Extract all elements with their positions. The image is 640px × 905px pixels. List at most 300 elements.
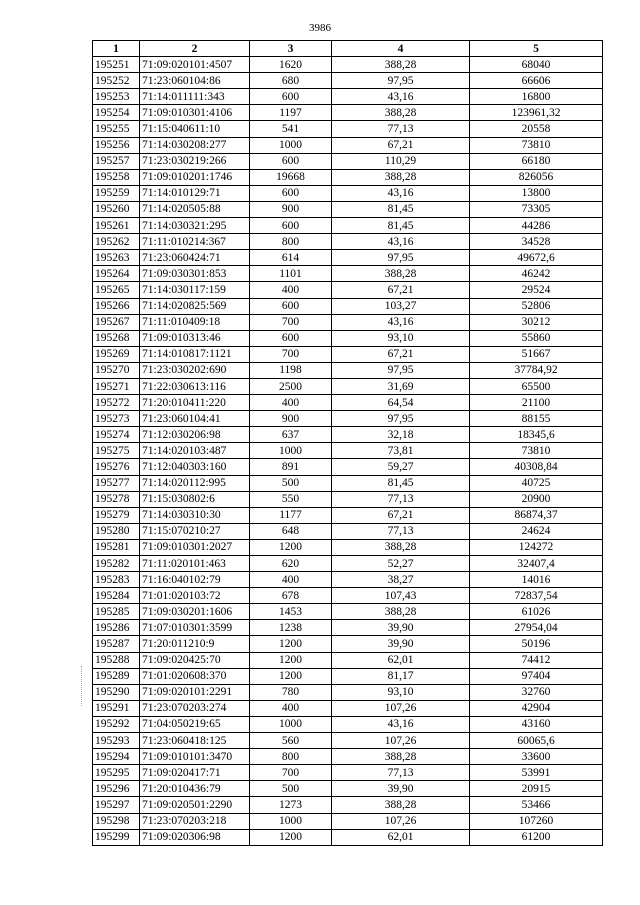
value-cell: 61026 xyxy=(470,604,603,620)
row-number-cell: 195256 xyxy=(93,137,140,153)
cadastral-number-cell: 71:14:030310:30 xyxy=(140,507,250,523)
table-row xyxy=(93,572,603,588)
area-cell: 1200 xyxy=(250,652,332,668)
area-cell: 500 xyxy=(250,475,332,491)
row-number-cell: 195271 xyxy=(93,378,140,394)
column-header: 5 xyxy=(470,41,603,57)
row-number-cell: 195274 xyxy=(93,427,140,443)
area-cell: 600 xyxy=(250,298,332,314)
cadastral-number-cell: 71:20:010436:79 xyxy=(140,781,250,797)
value-cell: 55860 xyxy=(470,330,603,346)
value-cell: 30212 xyxy=(470,314,603,330)
row-number-cell: 195273 xyxy=(93,411,140,427)
table-row xyxy=(93,282,603,298)
table-row xyxy=(93,797,603,813)
column-header: 2 xyxy=(140,41,250,57)
area-cell: 1200 xyxy=(250,539,332,555)
row-number-cell: 195295 xyxy=(93,765,140,781)
table-row xyxy=(93,475,603,491)
table-row xyxy=(93,89,603,105)
rate-cell: 107,26 xyxy=(332,700,470,716)
cadastral-number-cell: 71:16:040102:79 xyxy=(140,572,250,588)
row-number-cell: 195265 xyxy=(93,282,140,298)
table-row xyxy=(93,73,603,89)
area-cell: 800 xyxy=(250,234,332,250)
value-cell: 13800 xyxy=(470,185,603,201)
value-cell: 88155 xyxy=(470,411,603,427)
rate-cell: 388,28 xyxy=(332,749,470,765)
cadastral-number-cell: 71:09:030201:1606 xyxy=(140,604,250,620)
area-cell: 700 xyxy=(250,765,332,781)
rate-cell: 388,28 xyxy=(332,266,470,282)
area-cell: 1000 xyxy=(250,716,332,732)
rate-cell: 107,43 xyxy=(332,588,470,604)
row-number-cell: 195287 xyxy=(93,636,140,652)
rate-cell: 67,21 xyxy=(332,346,470,362)
value-cell: 29524 xyxy=(470,282,603,298)
cadastral-number-cell: 71:23:070203:218 xyxy=(140,813,250,829)
value-cell: 24624 xyxy=(470,523,603,539)
rate-cell: 67,21 xyxy=(332,137,470,153)
row-number-cell: 195263 xyxy=(93,250,140,266)
table-row xyxy=(93,346,603,362)
cadastral-number-cell: 71:14:030117:159 xyxy=(140,282,250,298)
table-row xyxy=(93,395,603,411)
cadastral-number-cell: 71:14:010817:1121 xyxy=(140,346,250,362)
row-number-cell: 195279 xyxy=(93,507,140,523)
area-cell: 541 xyxy=(250,121,332,137)
rate-cell: 388,28 xyxy=(332,797,470,813)
rate-cell: 388,28 xyxy=(332,604,470,620)
rate-cell: 73,81 xyxy=(332,443,470,459)
cadastral-number-cell: 71:20:011210:9 xyxy=(140,636,250,652)
area-cell: 1238 xyxy=(250,620,332,636)
row-number-cell: 195292 xyxy=(93,716,140,732)
rate-cell: 62,01 xyxy=(332,652,470,668)
table-row xyxy=(93,684,603,700)
table-row xyxy=(93,314,603,330)
cadastral-number-cell: 71:09:020101:2291 xyxy=(140,684,250,700)
area-cell: 648 xyxy=(250,523,332,539)
area-cell: 1200 xyxy=(250,668,332,684)
row-number-cell: 195278 xyxy=(93,491,140,507)
cadastral-number-cell: 71:09:020101:4507 xyxy=(140,57,250,73)
cadastral-number-cell: 71:15:030802:6 xyxy=(140,491,250,507)
cadastral-number-cell: 71:09:020501:2290 xyxy=(140,797,250,813)
cadastral-number-cell: 71:23:060104:86 xyxy=(140,73,250,89)
table-row xyxy=(93,330,603,346)
value-cell: 66606 xyxy=(470,73,603,89)
row-number-cell: 195251 xyxy=(93,57,140,73)
area-cell: 614 xyxy=(250,250,332,266)
area-cell: 800 xyxy=(250,749,332,765)
row-number-cell: 195290 xyxy=(93,684,140,700)
table-row xyxy=(93,185,603,201)
value-cell: 20558 xyxy=(470,121,603,137)
value-cell: 52806 xyxy=(470,298,603,314)
cadastral-number-cell: 71:23:030202:690 xyxy=(140,362,250,378)
area-cell: 19668 xyxy=(250,169,332,185)
table-row xyxy=(93,716,603,732)
value-cell: 72837,54 xyxy=(470,588,603,604)
area-cell: 400 xyxy=(250,572,332,588)
value-cell: 40725 xyxy=(470,475,603,491)
table-row xyxy=(93,588,603,604)
rate-cell: 67,21 xyxy=(332,507,470,523)
row-number-cell: 195296 xyxy=(93,781,140,797)
area-cell: 637 xyxy=(250,427,332,443)
rate-cell: 77,13 xyxy=(332,523,470,539)
value-cell: 49672,6 xyxy=(470,250,603,266)
cadastral-number-cell: 71:11:010409:18 xyxy=(140,314,250,330)
row-number-cell: 195258 xyxy=(93,169,140,185)
rate-cell: 43,16 xyxy=(332,185,470,201)
table-row xyxy=(93,362,603,378)
rate-cell: 81,45 xyxy=(332,475,470,491)
table-row xyxy=(93,507,603,523)
cadastral-number-cell: 71:09:020306:98 xyxy=(140,829,250,845)
area-cell: 600 xyxy=(250,218,332,234)
cadastral-number-cell: 71:12:040303:160 xyxy=(140,459,250,475)
area-cell: 400 xyxy=(250,282,332,298)
row-number-cell: 195280 xyxy=(93,523,140,539)
row-number-cell: 195283 xyxy=(93,572,140,588)
row-number-cell: 195294 xyxy=(93,749,140,765)
row-number-cell: 195262 xyxy=(93,234,140,250)
rate-cell: 39,90 xyxy=(332,620,470,636)
cadastral-number-cell: 71:20:010411:220 xyxy=(140,395,250,411)
rate-cell: 97,95 xyxy=(332,73,470,89)
table-row xyxy=(93,266,603,282)
table-row xyxy=(93,733,603,749)
row-number-cell: 195277 xyxy=(93,475,140,491)
rate-cell: 32,18 xyxy=(332,427,470,443)
value-cell: 53991 xyxy=(470,765,603,781)
cadastral-number-cell: 71:09:010301:2027 xyxy=(140,539,250,555)
table-row xyxy=(93,781,603,797)
value-cell: 124272 xyxy=(470,539,603,555)
rate-cell: 388,28 xyxy=(332,169,470,185)
table-row xyxy=(93,57,603,73)
table-row xyxy=(93,443,603,459)
cadastral-number-cell: 71:14:010129:71 xyxy=(140,185,250,201)
cadastral-number-cell: 71:14:030321:295 xyxy=(140,218,250,234)
value-cell: 14016 xyxy=(470,572,603,588)
row-number-cell: 195260 xyxy=(93,201,140,217)
area-cell: 900 xyxy=(250,201,332,217)
cadastral-number-cell: 71:14:030208:277 xyxy=(140,137,250,153)
value-cell: 107260 xyxy=(470,813,603,829)
value-cell: 73810 xyxy=(470,137,603,153)
table-row xyxy=(93,620,603,636)
column-header: 4 xyxy=(332,41,470,57)
table-row xyxy=(93,153,603,169)
area-cell: 891 xyxy=(250,459,332,475)
row-number-cell: 195276 xyxy=(93,459,140,475)
rate-cell: 43,16 xyxy=(332,314,470,330)
area-cell: 560 xyxy=(250,733,332,749)
value-cell: 20915 xyxy=(470,781,603,797)
area-cell: 1197 xyxy=(250,105,332,121)
rate-cell: 43,16 xyxy=(332,89,470,105)
table-row xyxy=(93,169,603,185)
cadastral-number-cell: 71:15:070210:27 xyxy=(140,523,250,539)
row-number-cell: 195252 xyxy=(93,73,140,89)
rate-cell: 59,27 xyxy=(332,459,470,475)
value-cell: 53466 xyxy=(470,797,603,813)
cadastral-number-cell: 71:04:050219:65 xyxy=(140,716,250,732)
row-number-cell: 195286 xyxy=(93,620,140,636)
area-cell: 1177 xyxy=(250,507,332,523)
table-row xyxy=(93,636,603,652)
value-cell: 97404 xyxy=(470,668,603,684)
rate-cell: 43,16 xyxy=(332,716,470,732)
table-row xyxy=(93,749,603,765)
rate-cell: 107,26 xyxy=(332,733,470,749)
area-cell: 600 xyxy=(250,330,332,346)
area-cell: 620 xyxy=(250,556,332,572)
row-number-cell: 195299 xyxy=(93,829,140,845)
area-cell: 2500 xyxy=(250,378,332,394)
cadastral-number-cell: 71:14:020112:995 xyxy=(140,475,250,491)
table-row xyxy=(93,121,603,137)
cadastral-number-cell: 71:09:010201:1746 xyxy=(140,169,250,185)
area-cell: 700 xyxy=(250,346,332,362)
table-row xyxy=(93,668,603,684)
cadastral-number-cell: 71:23:060424:71 xyxy=(140,250,250,266)
rate-cell: 97,95 xyxy=(332,362,470,378)
rate-cell: 388,28 xyxy=(332,57,470,73)
rate-cell: 97,95 xyxy=(332,411,470,427)
table-row xyxy=(93,105,603,121)
value-cell: 74412 xyxy=(470,652,603,668)
area-cell: 550 xyxy=(250,491,332,507)
value-cell: 21100 xyxy=(470,395,603,411)
row-number-cell: 195285 xyxy=(93,604,140,620)
page-number: 3986 xyxy=(309,22,331,34)
value-cell: 66180 xyxy=(470,153,603,169)
cadastral-number-cell: 71:09:010101:3470 xyxy=(140,749,250,765)
rate-cell: 77,13 xyxy=(332,765,470,781)
area-cell: 780 xyxy=(250,684,332,700)
table-row xyxy=(93,765,603,781)
area-cell: 1000 xyxy=(250,137,332,153)
table-row xyxy=(93,556,603,572)
area-cell: 400 xyxy=(250,700,332,716)
cadastral-number-cell: 71:07:010301:3599 xyxy=(140,620,250,636)
value-cell: 826056 xyxy=(470,169,603,185)
row-number-cell: 195269 xyxy=(93,346,140,362)
value-cell: 123961,32 xyxy=(470,105,603,121)
cadastral-number-cell: 71:23:060418:125 xyxy=(140,733,250,749)
table-row xyxy=(93,427,603,443)
data-table xyxy=(92,40,603,846)
cadastral-number-cell: 71:09:020425:70 xyxy=(140,652,250,668)
table-row xyxy=(93,459,603,475)
row-number-cell: 195254 xyxy=(93,105,140,121)
cadastral-number-cell: 71:14:011111:343 xyxy=(140,89,250,105)
area-cell: 1198 xyxy=(250,362,332,378)
area-cell: 1200 xyxy=(250,636,332,652)
margin-mark xyxy=(81,666,83,706)
row-number-cell: 195275 xyxy=(93,443,140,459)
cadastral-number-cell: 71:09:030301:853 xyxy=(140,266,250,282)
row-number-cell: 195253 xyxy=(93,89,140,105)
table-row xyxy=(93,829,603,845)
value-cell: 18345,6 xyxy=(470,427,603,443)
area-cell: 1453 xyxy=(250,604,332,620)
rate-cell: 39,90 xyxy=(332,636,470,652)
area-cell: 500 xyxy=(250,781,332,797)
rate-cell: 31,69 xyxy=(332,378,470,394)
row-number-cell: 195261 xyxy=(93,218,140,234)
cadastral-number-cell: 71:11:010214:367 xyxy=(140,234,250,250)
rate-cell: 81,45 xyxy=(332,201,470,217)
row-number-cell: 195268 xyxy=(93,330,140,346)
rate-cell: 52,27 xyxy=(332,556,470,572)
cadastral-number-cell: 71:01:020608:370 xyxy=(140,668,250,684)
value-cell: 44286 xyxy=(470,218,603,234)
table-row xyxy=(93,250,603,266)
area-cell: 1200 xyxy=(250,829,332,845)
value-cell: 37784,92 xyxy=(470,362,603,378)
area-cell: 1273 xyxy=(250,797,332,813)
row-number-cell: 195291 xyxy=(93,700,140,716)
table-body xyxy=(93,57,603,846)
cadastral-number-cell: 71:23:070203:274 xyxy=(140,700,250,716)
rate-cell: 64,54 xyxy=(332,395,470,411)
column-header: 1 xyxy=(93,41,140,57)
rate-cell: 93,10 xyxy=(332,684,470,700)
rate-cell: 62,01 xyxy=(332,829,470,845)
cadastral-number-cell: 71:09:010301:4106 xyxy=(140,105,250,121)
row-number-cell: 195267 xyxy=(93,314,140,330)
rate-cell: 81,17 xyxy=(332,668,470,684)
cadastral-number-cell: 71:14:020825:569 xyxy=(140,298,250,314)
rate-cell: 388,28 xyxy=(332,105,470,121)
row-number-cell: 195298 xyxy=(93,813,140,829)
area-cell: 680 xyxy=(250,73,332,89)
cadastral-number-cell: 71:12:030206:98 xyxy=(140,427,250,443)
rate-cell: 97,95 xyxy=(332,250,470,266)
value-cell: 46242 xyxy=(470,266,603,282)
table-row xyxy=(93,539,603,555)
row-number-cell: 195255 xyxy=(93,121,140,137)
rate-cell: 77,13 xyxy=(332,121,470,137)
table-row xyxy=(93,491,603,507)
row-number-cell: 195284 xyxy=(93,588,140,604)
value-cell: 65500 xyxy=(470,378,603,394)
area-cell: 700 xyxy=(250,314,332,330)
value-cell: 40308,84 xyxy=(470,459,603,475)
table-row xyxy=(93,137,603,153)
rate-cell: 110,29 xyxy=(332,153,470,169)
rate-cell: 107,26 xyxy=(332,813,470,829)
row-number-cell: 195288 xyxy=(93,652,140,668)
area-cell: 1620 xyxy=(250,57,332,73)
area-cell: 600 xyxy=(250,89,332,105)
table-row xyxy=(93,201,603,217)
area-cell: 600 xyxy=(250,153,332,169)
cadastral-number-cell: 71:14:020505:88 xyxy=(140,201,250,217)
value-cell: 60065,6 xyxy=(470,733,603,749)
value-cell: 32407,4 xyxy=(470,556,603,572)
table-row xyxy=(93,298,603,314)
rate-cell: 388,28 xyxy=(332,539,470,555)
cadastral-number-cell: 71:09:020417:71 xyxy=(140,765,250,781)
table-row xyxy=(93,652,603,668)
cadastral-number-cell: 71:01:020103:72 xyxy=(140,588,250,604)
rate-cell: 38,27 xyxy=(332,572,470,588)
row-number-cell: 195264 xyxy=(93,266,140,282)
rate-cell: 103,27 xyxy=(332,298,470,314)
value-cell: 27954,04 xyxy=(470,620,603,636)
table-row xyxy=(93,604,603,620)
table-row xyxy=(93,234,603,250)
row-number-cell: 195257 xyxy=(93,153,140,169)
area-cell: 1000 xyxy=(250,813,332,829)
rate-cell: 67,21 xyxy=(332,282,470,298)
table-row xyxy=(93,700,603,716)
table-row xyxy=(93,378,603,394)
area-cell: 678 xyxy=(250,588,332,604)
area-cell: 1101 xyxy=(250,266,332,282)
row-number-cell: 195293 xyxy=(93,733,140,749)
value-cell: 51667 xyxy=(470,346,603,362)
value-cell: 43160 xyxy=(470,716,603,732)
row-number-cell: 195282 xyxy=(93,556,140,572)
table-header-row xyxy=(93,41,603,57)
value-cell: 20900 xyxy=(470,491,603,507)
row-number-cell: 195272 xyxy=(93,395,140,411)
row-number-cell: 195297 xyxy=(93,797,140,813)
value-cell: 68040 xyxy=(470,57,603,73)
rate-cell: 77,13 xyxy=(332,491,470,507)
value-cell: 50196 xyxy=(470,636,603,652)
rate-cell: 81,45 xyxy=(332,218,470,234)
cadastral-number-cell: 71:23:030219:266 xyxy=(140,153,250,169)
area-cell: 900 xyxy=(250,411,332,427)
area-cell: 600 xyxy=(250,185,332,201)
value-cell: 32760 xyxy=(470,684,603,700)
cadastral-number-cell: 71:15:040611:10 xyxy=(140,121,250,137)
value-cell: 86874,37 xyxy=(470,507,603,523)
cadastral-number-cell: 71:14:020103:487 xyxy=(140,443,250,459)
column-header: 3 xyxy=(250,41,332,57)
cadastral-number-cell: 71:22:030613:116 xyxy=(140,378,250,394)
cadastral-number-cell: 71:11:020101:463 xyxy=(140,556,250,572)
row-number-cell: 195289 xyxy=(93,668,140,684)
rate-cell: 39,90 xyxy=(332,781,470,797)
rate-cell: 93,10 xyxy=(332,330,470,346)
value-cell: 33600 xyxy=(470,749,603,765)
row-number-cell: 195259 xyxy=(93,185,140,201)
value-cell: 34528 xyxy=(470,234,603,250)
table-row xyxy=(93,813,603,829)
cadastral-number-cell: 71:23:060104:41 xyxy=(140,411,250,427)
value-cell: 73810 xyxy=(470,443,603,459)
row-number-cell: 195266 xyxy=(93,298,140,314)
cadastral-number-cell: 71:09:010313:46 xyxy=(140,330,250,346)
row-number-cell: 195270 xyxy=(93,362,140,378)
area-cell: 1000 xyxy=(250,443,332,459)
value-cell: 42904 xyxy=(470,700,603,716)
table-row xyxy=(93,218,603,234)
value-cell: 73305 xyxy=(470,201,603,217)
value-cell: 16800 xyxy=(470,89,603,105)
value-cell: 61200 xyxy=(470,829,603,845)
row-number-cell: 195281 xyxy=(93,539,140,555)
